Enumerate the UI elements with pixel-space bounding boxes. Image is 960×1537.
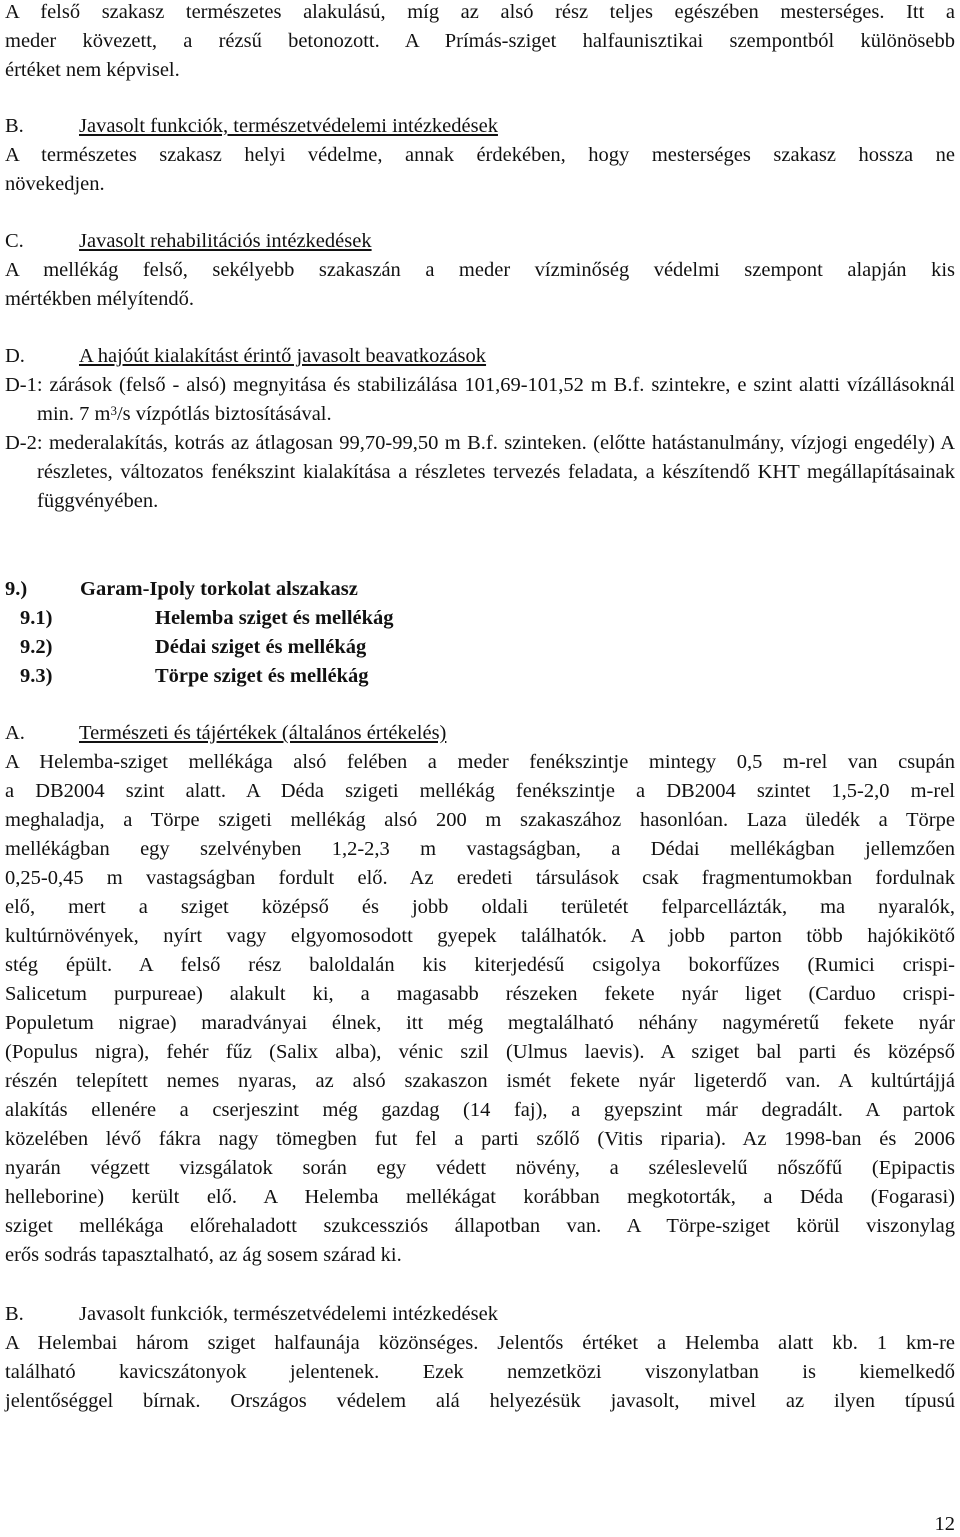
paragraph-line: a DB2004 szint alatt. A Déda szigeti mellékág fenékszintje a DB2004 szintet 1,5-2,0 m-rel: [5, 780, 955, 802]
section-title: Javasolt rehabilitációs intézkedések: [79, 230, 372, 252]
section-heading: [5, 227, 955, 256]
paragraph-line: A Helembai három sziget halfaunája közönséges. Jelentős értéket a Helemba alatt kb. 1 km-re: [5, 1332, 955, 1354]
chapter-9-headings: [5, 575, 955, 691]
paragraph-line: növekedjen.: [5, 173, 105, 195]
paragraph-line: található kavicszátonyok jelentenek. Ezek nemzetközi viszonylatban is kiemelkedő: [5, 1361, 955, 1383]
paragraph-line: A Helemba-sziget mellékága alsó felében a meder fenékszintje mintegy 0,5 m-rel van csupán: [5, 751, 955, 773]
paragraph-line: meghaladja, a Törpe szigeti mellékág alsó 200 m szakaszához hasonlóan. Laza üledék a Törpe: [5, 809, 955, 831]
page-number: 12: [934, 1513, 955, 1535]
intro-paragraph: [5, 0, 955, 85]
subchapter-number: 9.1): [20, 607, 53, 629]
section-heading: [5, 342, 955, 371]
section-c-rehabilitation: [5, 227, 955, 314]
paragraph-line: közelében lévő fákra nagy tömegben fut fel a parti szőlő (Vitis riparia). Az 1998-ban és 2006: [5, 1128, 955, 1150]
paragraph-line: A természetes szakasz helyi védelme, annak érdekében, hogy mesterséges szakasz hossza ne: [5, 144, 955, 166]
section-letter: C.: [5, 230, 24, 252]
d1-tail: /s vízpótlás biztosításával.: [116, 403, 332, 425]
section-letter: B.: [5, 1303, 24, 1325]
paragraph-line: stég épült. A felső rész baloldalán kis kiterjedésű csigolya bokorfűzes (Rumici crispi-: [5, 954, 955, 976]
subchapter-number: 9.2): [20, 636, 53, 658]
section-a-natural-values: [5, 719, 955, 1270]
paragraph-line: nyarán végzett vizsgálatok során egy védett növény, a széleslevelű nőszőfű (Epipactis: [5, 1157, 955, 1179]
section-letter: D.: [5, 345, 25, 367]
paragraph-line: meder kövezett, a rézsű betonozott. A Prímás-sziget halfaunisztikai szempontból különösebb: [5, 30, 955, 52]
section-b-functions-2: [5, 1300, 955, 1416]
paragraph-line: (Populus nigra), fehér fűz (Salix alba), vénic szil (Ulmus laevis). A sziget bal parti és középső: [5, 1041, 955, 1063]
paragraph-line: mértékben mélyítendő.: [5, 288, 194, 310]
paragraph-line: alakítás ellenére a cserjeszint még gazdag (14 faj), a gyepszint már degradált. A partok: [5, 1099, 955, 1121]
subchapter-title: Helemba sziget és mellékág: [155, 607, 394, 629]
paragraph-line: mellékágban egy szelvényben 1,2-2,3 m vastagságban, a Dédai mellékágban jellemzően: [5, 838, 955, 860]
subchapter-number: 9.3): [20, 665, 53, 687]
section-title-plain: Javasolt funkciók, természetvédelemi intézkedések: [79, 1303, 498, 1325]
chapter-title: Garam-Ipoly torkolat alszakasz: [80, 578, 358, 600]
section-letter: A.: [5, 722, 25, 744]
paragraph-line: értéket nem képvisel.: [5, 59, 180, 81]
paragraph-line: kultúrnövények, nyírt vagy elgyomosodott gyepek találhatók. A jobb parton több hajókikötő: [5, 925, 955, 947]
paragraph-line: helleborine) került elő. A Helemba mellékágat korábban megkotorták, a Déda (Fogarasi): [5, 1186, 955, 1208]
paragraph-line: 0,25-0,45 m vastagságban fordult elő. Az eredeti társulások csak fragmentumokban fordulnak: [5, 867, 955, 889]
intervention-d1: [5, 371, 955, 429]
paragraph-line: részén telepített nemes nyaras, az alsó szakaszon ismét fekete nyár ligeterdő van. A kultúrtájjá: [5, 1070, 955, 1092]
paragraph-line: sziget mellékága előrehaladott szukcessziós állapotban van. A Törpe-sziget körül viszonylag: [5, 1215, 955, 1237]
paragraph-line: erős sodrás tapasztalható, az ág sosem szárad ki.: [5, 1244, 402, 1266]
paragraph-line: elő, mert a sziget középső és jobb oldali területét felparcellázták, ma nyaralók,: [5, 896, 955, 918]
section-title: Természeti és tájértékek (általános értékelés): [79, 722, 447, 744]
paragraph-line: A mellékág felső, sekélyebb szakaszán a meder vízminőség védelmi szempont alapján kis: [5, 259, 955, 281]
section-title: Javasolt funkciók, természetvédelemi intézkedések: [79, 115, 498, 137]
intervention-d2: D-2: mederalakítás, kotrás az átlagosan 99,70-99,50 m B.f. szinteken. (előtte hatástanulmány, vízjogi engedély) A részletes, változatos fenékszint kialakítása a részletes tervezés feladata, a készítendő KHT megállapításainak függvényében.: [5, 432, 955, 512]
subchapter-title: Dédai sziget és mellékág: [155, 636, 367, 658]
paragraph-line: jelentőséggel bírnak. Országos védelem alá helyezésük javasolt, mivel az ilyen típusú: [5, 1390, 955, 1412]
subchapter-heading: [5, 662, 955, 691]
section-d-waterway: [5, 342, 955, 516]
subchapter-heading: [5, 633, 955, 662]
d1-superscript: 3: [110, 403, 117, 418]
section-title: A hajóút kialakítást érintő javasolt beavatkozások: [79, 345, 487, 367]
subchapter-heading: [5, 604, 955, 633]
paragraph-line: Populetum nigrae) maradványai élnek, itt még megtalálható néhány nagyméretű fekete nyár: [5, 1012, 955, 1034]
section-heading: [5, 719, 955, 748]
section-letter: B.: [5, 115, 24, 137]
d1-text: D-1: zárások (felső - alsó) megnyitása és stabilizálása 101,69-101,52 m B.f. szintekre, e szint alatti vízállásoknál min. 7 m: [5, 374, 955, 425]
paragraph-line: Salicetum purpureae) alakult ki, a magasabb részeken fekete nyár liget (Carduo crispi-: [5, 983, 955, 1005]
section-heading: [5, 112, 955, 141]
chapter-number: 9.): [5, 578, 28, 600]
subchapter-title: Törpe sziget és mellékág: [155, 665, 369, 687]
chapter-heading: [5, 575, 955, 604]
paragraph-line: A felső szakasz természetes alakulású, míg az alsó rész teljes egészében mesterséges. Itt a: [5, 1, 955, 23]
section-heading: [5, 1300, 955, 1329]
section-b-functions-1: [5, 112, 955, 199]
